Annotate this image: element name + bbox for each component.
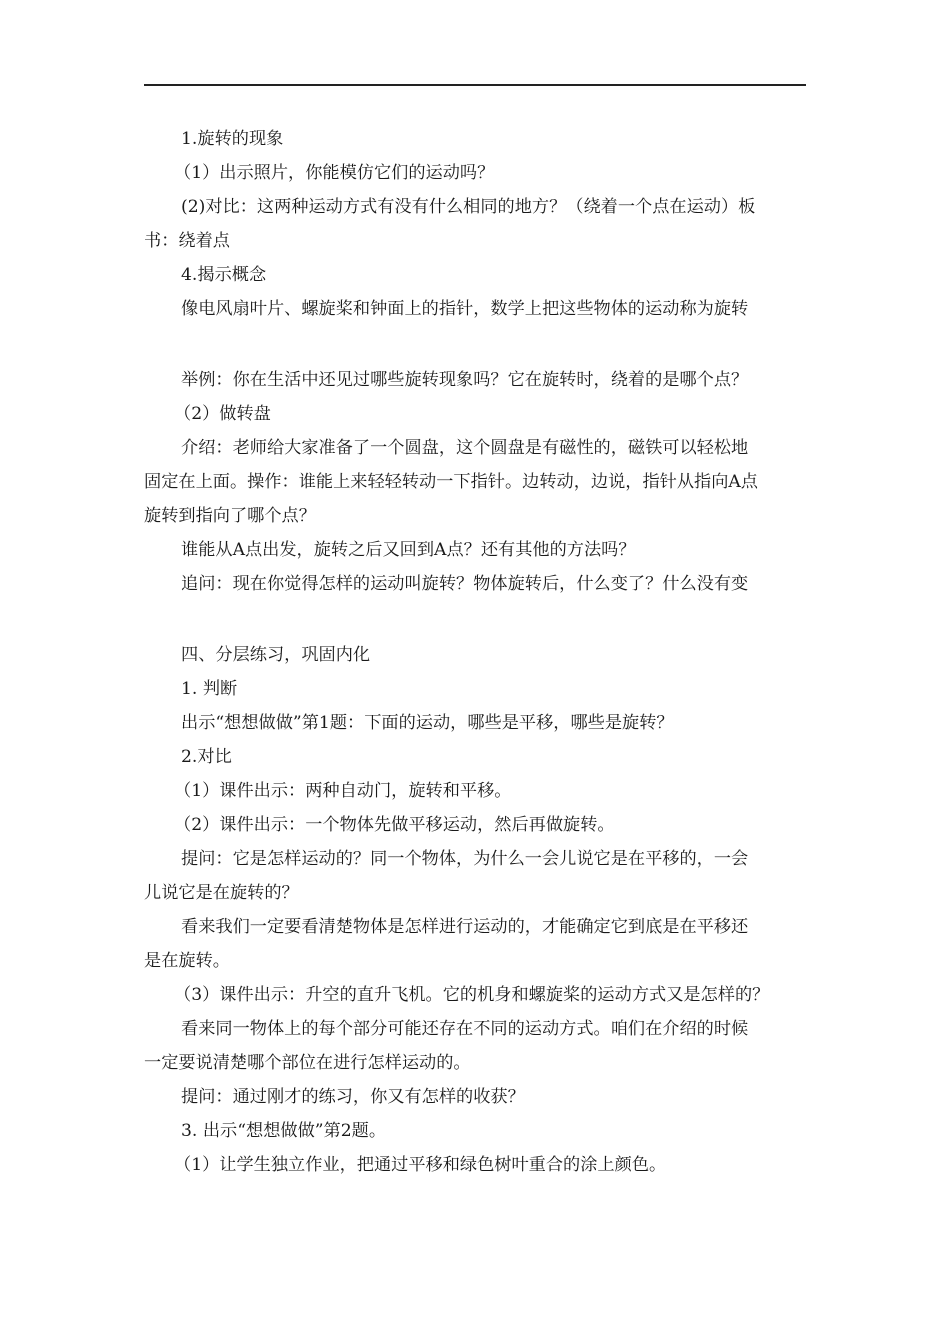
section-heading: 1.旋转的现象 xyxy=(181,129,284,149)
paragraph-line: 1. 判断 xyxy=(181,679,238,699)
paragraph-line: 看来同一物体上的每个部分可能还存在不同的运动方式。咱们在介绍的时候 xyxy=(181,1019,749,1039)
paragraph-line: 一定要说清楚哪个部位在进行怎样运动的。 xyxy=(144,1053,471,1073)
paragraph-line: 提问：它是怎样运动的？同一个物体，为什么一会儿说它是在平移的，一会 xyxy=(181,849,749,869)
section-heading: 4.揭示概念 xyxy=(181,265,267,285)
paragraph-line: （1）让学生独立作业，把通过平移和绿色树叶重合的涂上颜色。 xyxy=(174,1155,667,1175)
paragraph-line: 2.对比 xyxy=(181,747,232,767)
paragraph-line: 是在旋转。 xyxy=(144,951,230,971)
paragraph-line: 介绍：老师给大家准备了一个圆盘，这个圆盘是有磁性的，磁铁可以轻松地 xyxy=(181,438,749,458)
paragraph-line: 儿说它是在旋转的？ xyxy=(144,883,299,903)
section-heading: 四、分层练习，巩固内化 xyxy=(181,645,371,665)
paragraph-line: 出示“想想做做”第1题：下面的运动，哪些是平移，哪些是旋转？ xyxy=(181,713,674,733)
paragraph-line: （3）课件出示：升空的直升飞机。它的机身和螺旋桨的运动方式又是怎样的？ xyxy=(174,985,770,1005)
paragraph-line: （1）出示照片，你能模仿它们的运动吗？ xyxy=(174,163,495,183)
paragraph-line: 提问：通过刚才的练习，你又有怎样的收获？ xyxy=(181,1087,525,1107)
blank-line xyxy=(144,326,806,363)
paragraph-line: 谁能从A点出发，旋转之后又回到A点？还有其他的方法吗？ xyxy=(181,540,636,560)
paragraph-line: 3. 出示“想想做做”第2题。 xyxy=(181,1121,387,1141)
paragraph-line: 看来我们一定要看清楚物体是怎样进行运动的，才能确定它到底是在平移还 xyxy=(181,917,749,937)
document-body xyxy=(144,122,806,1182)
paragraph-line: 书：绕着点 xyxy=(144,231,230,251)
paragraph-line: （2）做转盘 xyxy=(174,404,271,424)
paragraph-line: （1）课件出示：两种自动门，旋转和平移。 xyxy=(174,781,512,801)
paragraph-line: 旋转到指向了哪个点？ xyxy=(144,506,316,526)
paragraph-line: 像电风扇叶片、螺旋桨和钟面上的指针，数学上把这些物体的运动称为旋转 xyxy=(181,299,749,319)
paragraph-line: 举例：你在生活中还见过哪些旋转现象吗？它在旋转时，绕着的是哪个点？ xyxy=(181,370,749,390)
paragraph-line: 固定在上面。操作：谁能上来轻轻转动一下指针。边转动，边说，指针从指向A点 xyxy=(144,472,758,492)
paragraph-line: （2）课件出示：一个物体先做平移运动，然后再做旋转。 xyxy=(174,815,615,835)
paragraph-line: (2)对比：这两种运动方式有没有什么相同的地方？（绕着一个点在运动）板 xyxy=(181,197,756,217)
paragraph-line: 追问：现在你觉得怎样的运动叫旋转？物体旋转后，什么变了？什么没有变 xyxy=(181,574,749,594)
blank-line xyxy=(144,601,806,638)
header-rule xyxy=(144,84,806,86)
